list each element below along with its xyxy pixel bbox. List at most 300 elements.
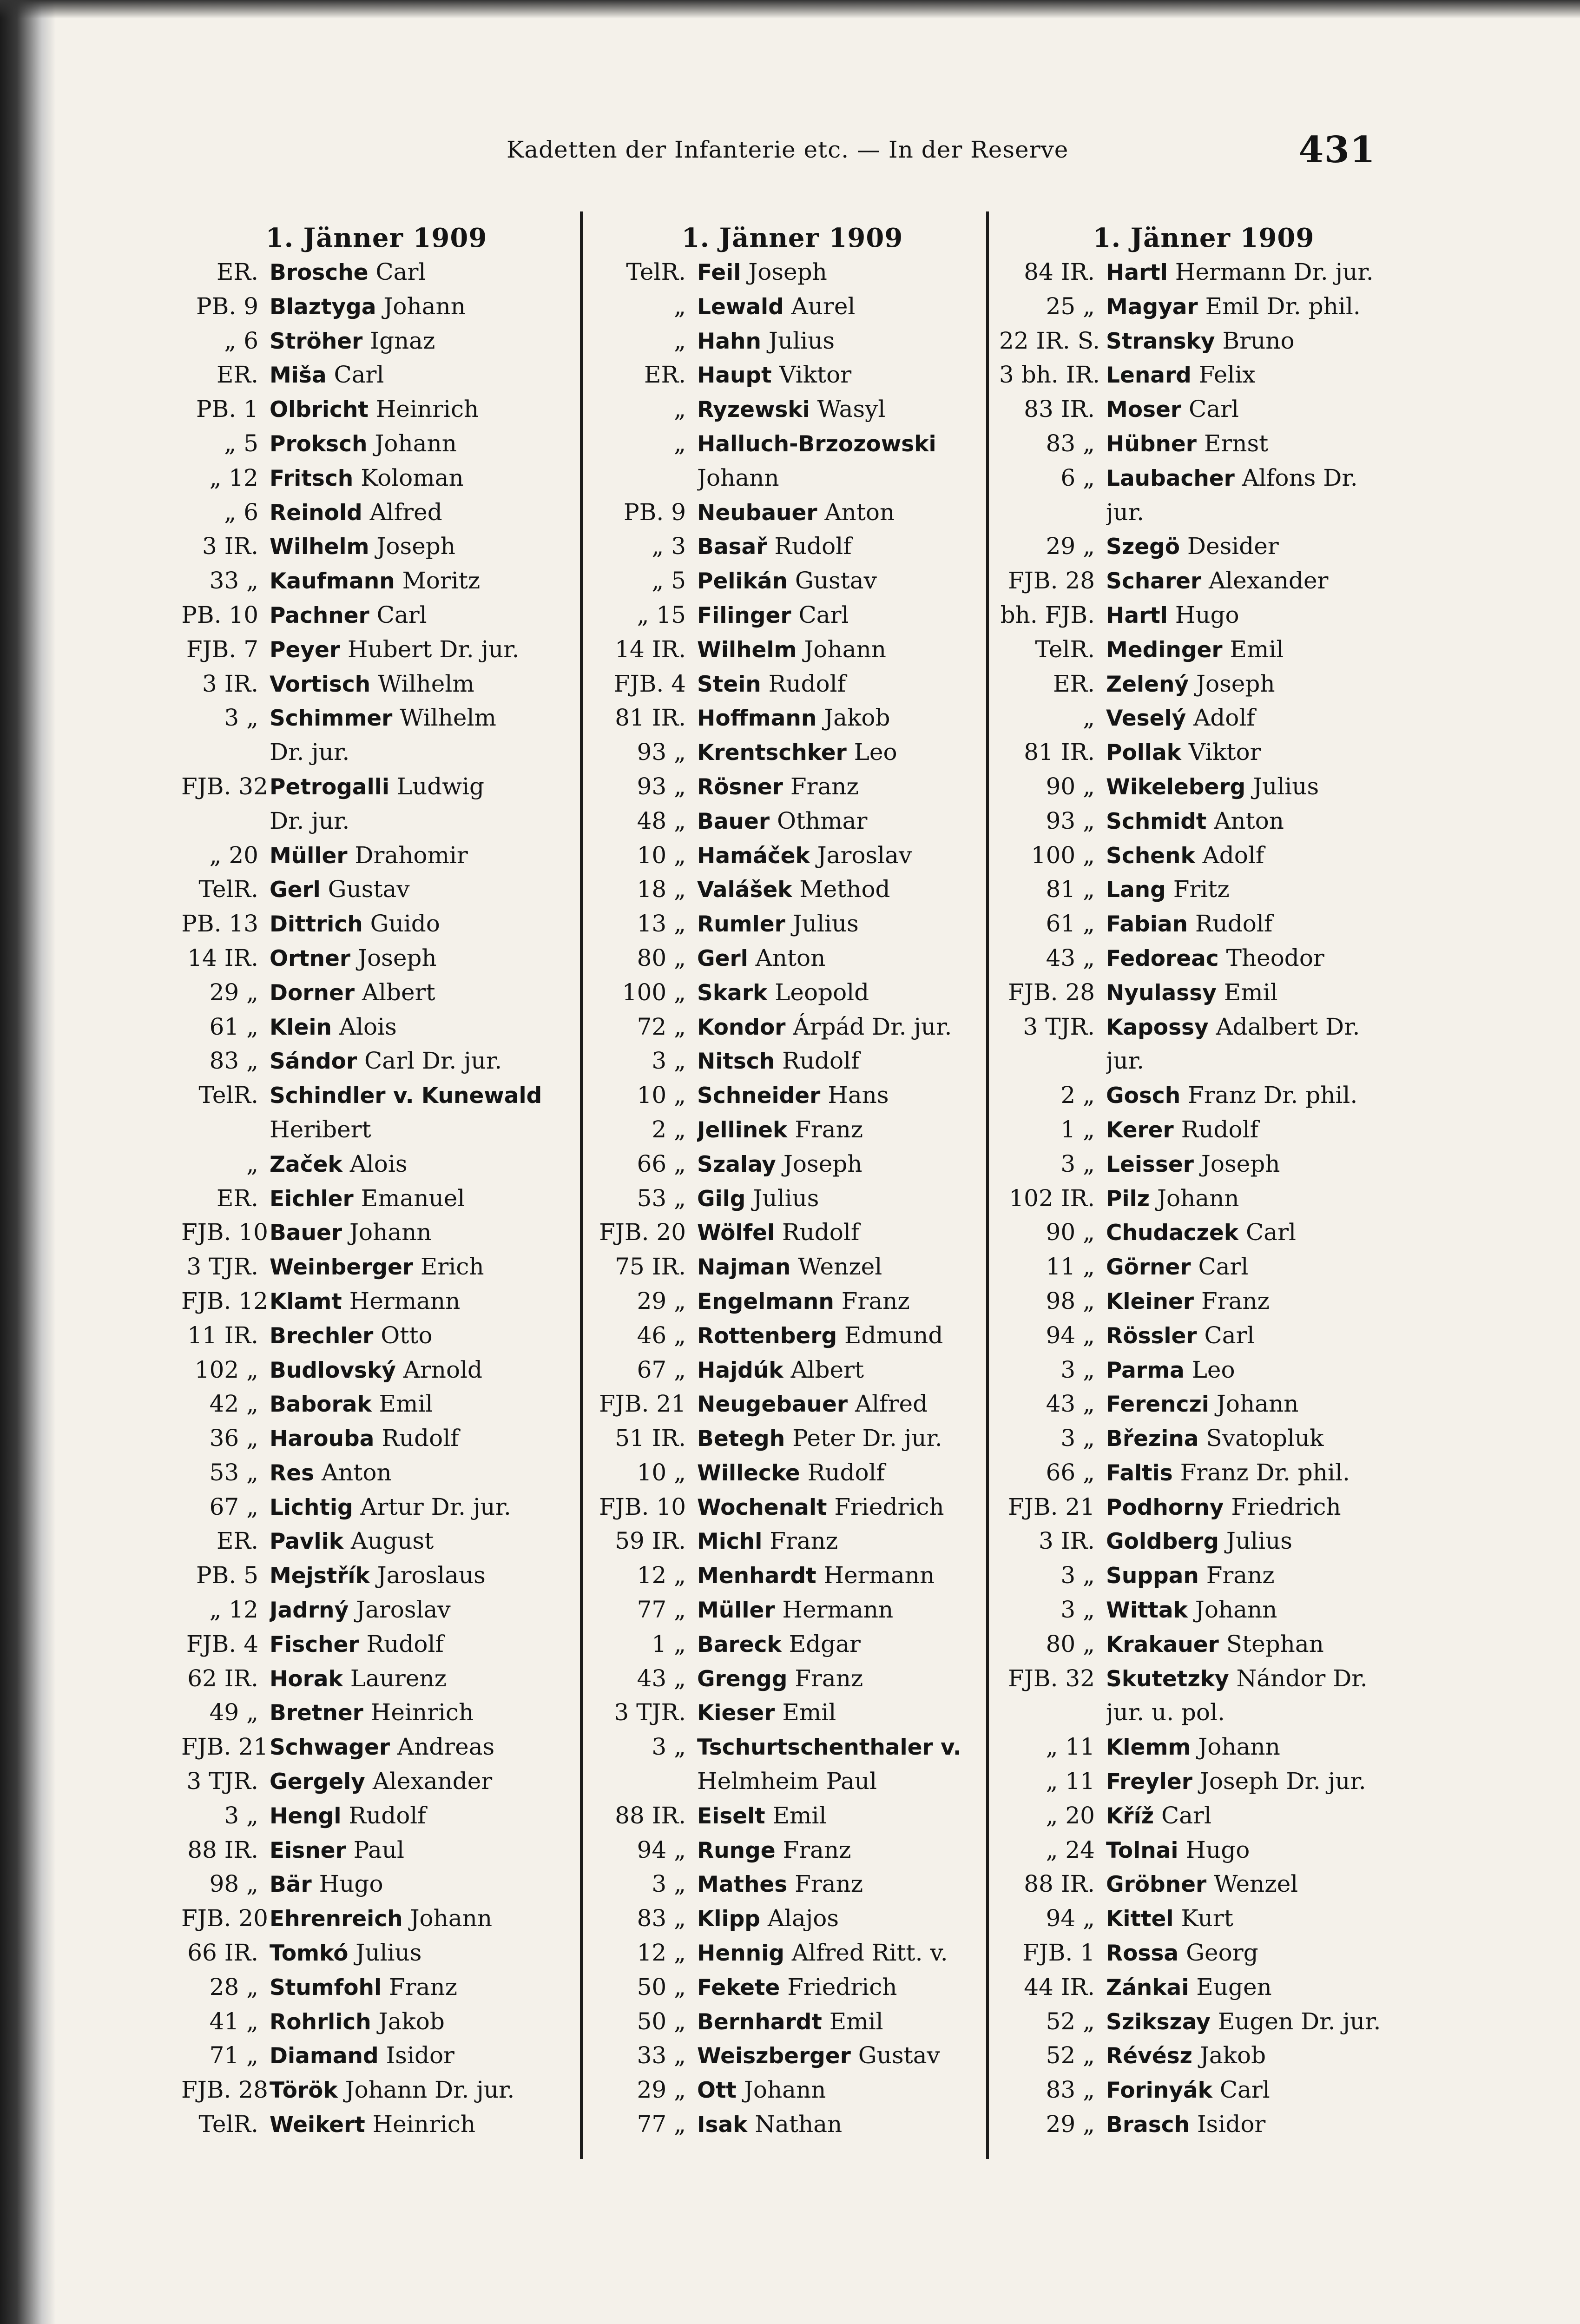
person-name — [697, 255, 994, 290]
person-name — [697, 1558, 994, 1593]
given-name: Othmar — [777, 807, 868, 834]
list-item — [590, 461, 994, 495]
unit-designation: 83 „ — [209, 1047, 258, 1075]
person-name — [1106, 392, 1408, 427]
person-name — [1106, 564, 1408, 598]
given-name: Helmheim Paul — [697, 1768, 877, 1795]
surname: Petrogalli — [270, 774, 389, 800]
surname: Leisser — [1106, 1151, 1194, 1177]
list-item — [181, 1421, 572, 1456]
surname: Tschurtschenthaler v. — [697, 1735, 961, 1761]
surname: Suppan — [1106, 1563, 1199, 1589]
given-name: Hermann — [823, 1562, 935, 1589]
surname: Lichtig — [270, 1494, 353, 1520]
given-name: Isidor — [386, 2042, 454, 2069]
person-name — [270, 2005, 572, 2039]
surname: Ferenczi — [1106, 1392, 1209, 1418]
surname: Scharer — [1106, 568, 1202, 594]
surname: Gerl — [270, 877, 321, 903]
list-item — [999, 1010, 1408, 1044]
given-name: Emanuel — [361, 1184, 465, 1212]
list-item — [999, 1421, 1408, 1456]
unit-designation: „ — [674, 429, 686, 457]
list-item — [590, 2073, 994, 2107]
list-item — [181, 1627, 572, 1662]
person-name — [1106, 358, 1408, 392]
given-name: Rudolf — [774, 533, 852, 560]
person-name — [1106, 1147, 1408, 1182]
unit-designation: 14 IR. — [187, 944, 258, 971]
given-name: Andreas — [397, 1733, 495, 1761]
unit-designation: 3 „ — [224, 704, 258, 732]
person-name — [697, 1593, 994, 1627]
person-name — [1106, 1182, 1408, 1216]
given-name: Drahomir — [355, 841, 468, 869]
list-item — [590, 1730, 994, 1764]
person-name — [1106, 495, 1408, 530]
surname: Peyer — [270, 637, 341, 663]
person-name — [697, 2073, 994, 2107]
person-name — [270, 907, 572, 941]
given-name: Stephan — [1226, 1630, 1324, 1657]
list-item — [181, 1010, 572, 1044]
surname: Gröbner — [1106, 1872, 1207, 1898]
given-name: Artur Dr. jur. — [360, 1493, 511, 1520]
list-item — [590, 770, 994, 804]
surname: Nitsch — [697, 1049, 775, 1075]
person-name — [1106, 1833, 1408, 1868]
person-name — [697, 1627, 994, 1662]
list-item — [181, 598, 572, 633]
given-name: Alfred — [855, 1390, 928, 1418]
given-name: Franz — [790, 772, 859, 800]
given-name: Rudolf — [782, 1219, 860, 1246]
surname: Betegh — [697, 1426, 785, 1452]
column-rule — [580, 211, 583, 2159]
person-name — [697, 1319, 994, 1353]
given-name: Ernst — [1204, 429, 1269, 457]
given-name: Friedrich — [834, 1493, 944, 1520]
unit-designation: 3 IR. — [1039, 1527, 1095, 1555]
given-name: Edmund — [844, 1321, 943, 1349]
list-item — [999, 1044, 1408, 1078]
given-name: Alois — [339, 1013, 397, 1040]
person-name — [697, 1867, 994, 1901]
list-item — [999, 804, 1408, 838]
person-name — [1106, 1010, 1408, 1044]
unit-designation: TelR. — [1035, 635, 1095, 663]
surname: Sándor — [270, 1049, 357, 1075]
given-name: Carl Dr. jur. — [364, 1047, 502, 1075]
unit-designation: FJB. 12 — [181, 1287, 268, 1314]
given-name: Felix — [1198, 361, 1256, 389]
surname: Skark — [697, 980, 768, 1006]
person-name — [270, 667, 572, 701]
given-name: Albert — [790, 1356, 864, 1383]
person-name — [697, 907, 994, 941]
surname: Neubauer — [697, 500, 817, 526]
given-name: Friedrich — [1231, 1493, 1341, 1520]
list-item — [181, 564, 572, 598]
given-name: Johann — [804, 635, 886, 663]
list-item — [999, 2039, 1408, 2073]
given-name: Dr. jur. — [270, 739, 350, 766]
list-item — [999, 290, 1408, 324]
surname: Pelikán — [697, 568, 788, 594]
person-name — [270, 1764, 572, 1799]
surname: Wochenalt — [697, 1494, 827, 1520]
given-name: Heinrich — [370, 1699, 474, 1726]
unit-designation — [999, 1044, 1106, 1078]
surname: Skutetzky — [1106, 1666, 1229, 1692]
unit-designation: 100 „ — [1031, 841, 1095, 869]
given-name: Bruno — [1222, 327, 1295, 354]
person-name — [1106, 324, 1408, 358]
list-item — [181, 392, 572, 427]
column-3 — [999, 221, 1408, 2142]
unit-designation: FJB. 4 — [186, 1630, 258, 1657]
surname: Eisner — [270, 1837, 346, 1863]
surname: Isak — [697, 2112, 748, 2138]
given-name: Emil — [772, 1802, 827, 1829]
person-name — [1106, 667, 1408, 701]
list-item — [999, 838, 1408, 873]
list-item — [181, 1319, 572, 1353]
given-name: Arnold — [403, 1356, 483, 1383]
surname: Szalay — [697, 1151, 776, 1177]
given-name: Jakob — [1199, 2042, 1266, 2069]
person-name — [270, 633, 572, 667]
person-name — [270, 941, 572, 976]
person-name — [270, 1113, 572, 1147]
unit-designation: 43 „ — [1046, 1390, 1095, 1418]
unit-designation: 49 „ — [209, 1699, 258, 1726]
unit-designation: 80 „ — [1046, 1630, 1095, 1657]
surname: Fedoreac — [1106, 945, 1219, 971]
list-item — [181, 290, 572, 324]
person-name — [697, 1456, 994, 1490]
given-name: Carl — [375, 258, 426, 285]
person-name — [697, 529, 994, 564]
given-name: Rudolf — [1181, 1116, 1259, 1143]
person-name — [1106, 2073, 1408, 2107]
person-name — [270, 1215, 572, 1250]
list-item — [999, 1764, 1408, 1799]
person-name — [1106, 804, 1408, 838]
given-name: Anton — [824, 498, 895, 526]
person-name — [1106, 1250, 1408, 1284]
person-name — [697, 2107, 994, 2142]
list-item — [590, 2005, 994, 2039]
unit-designation: „ — [246, 1150, 258, 1177]
unit-designation: 3 TJR. — [614, 1699, 686, 1726]
unit-designation: 36 „ — [209, 1425, 258, 1452]
list-item — [999, 2073, 1408, 2107]
list-item — [999, 1182, 1408, 1216]
given-name: August — [350, 1527, 434, 1555]
given-name: Emil — [379, 1390, 433, 1418]
list-item — [181, 1936, 572, 1970]
person-name — [697, 735, 994, 770]
person-name — [270, 735, 572, 770]
surname: Engelmann — [697, 1288, 834, 1314]
unit-designation: 2 „ — [652, 1116, 686, 1143]
person-name — [1106, 1387, 1408, 1421]
unit-designation: TelR. — [198, 2111, 258, 2138]
unit-designation: 71 „ — [209, 2042, 258, 2069]
given-name: Franz — [841, 1287, 910, 1314]
given-name: Carl — [334, 361, 384, 389]
surname: Krentschker — [697, 740, 847, 766]
unit-designation: 81 IR. — [1024, 739, 1095, 766]
given-name: Alfons Dr. — [1242, 464, 1358, 491]
given-name: Emil — [1230, 635, 1284, 663]
given-name: Franz — [388, 1973, 457, 2000]
unit-designation: 83 „ — [1046, 2076, 1095, 2104]
unit-designation: 53 „ — [637, 1184, 686, 1212]
surname: Tomkó — [270, 1941, 349, 1967]
list-item — [590, 1182, 994, 1216]
given-name: Carl — [1204, 1321, 1255, 1349]
surname: Valášek — [697, 877, 792, 903]
unit-designation: ER. — [644, 361, 686, 389]
surname: Kondor — [697, 1014, 786, 1040]
given-name: Laurenz — [350, 1664, 447, 1692]
list-item — [999, 1490, 1408, 1525]
surname: Basař — [697, 534, 767, 560]
person-name — [270, 392, 572, 427]
list-item — [590, 598, 994, 633]
unit-designation: 3 „ — [1060, 1425, 1095, 1452]
unit-designation: 14 IR. — [615, 635, 686, 663]
list-item — [999, 1558, 1408, 1593]
list-item — [999, 529, 1408, 564]
list-item — [590, 804, 994, 838]
person-name — [270, 1799, 572, 1833]
list-item — [590, 701, 994, 735]
given-name: Jakob — [824, 704, 890, 732]
surname: Hoffmann — [697, 706, 817, 732]
unit-designation: 77 „ — [637, 1596, 686, 1624]
given-name: Hubert Dr. jur. — [347, 635, 520, 663]
unit-designation: FJB. 21 — [181, 1733, 268, 1761]
list-item — [181, 1970, 572, 2005]
person-name — [697, 1662, 994, 1696]
unit-designation: 72 „ — [637, 1013, 686, 1040]
unit-designation: 50 „ — [637, 1973, 686, 2000]
surname: Brosche — [270, 260, 369, 285]
surname: Wikeleberg — [1106, 774, 1246, 800]
given-name: Julius — [356, 1939, 422, 1967]
person-name — [270, 1044, 572, 1078]
list-item — [181, 2039, 572, 2073]
person-name — [1106, 290, 1408, 324]
unit-designation: PB. 9 — [196, 292, 258, 320]
surname: Hajdúk — [697, 1357, 783, 1383]
surname: Medinger — [1106, 637, 1223, 663]
person-name — [697, 1010, 994, 1044]
given-name: Johann — [744, 2076, 826, 2104]
unit-designation: 81 IR. — [615, 704, 686, 732]
surname: Fritsch — [270, 465, 354, 491]
given-name: Johann — [697, 464, 779, 491]
list-item — [590, 1250, 994, 1284]
person-name — [1106, 598, 1408, 633]
list-item — [590, 976, 994, 1010]
list-item — [999, 1113, 1408, 1147]
given-name: Paul — [353, 1836, 405, 1863]
surname: Willecke — [697, 1460, 800, 1486]
unit-designation: 18 „ — [637, 876, 686, 903]
given-name: Ignaz — [370, 327, 435, 354]
unit-designation: 80 „ — [637, 944, 686, 971]
surname: Mathes — [697, 1872, 788, 1898]
surname: Schneider — [697, 1083, 821, 1109]
person-name — [1106, 427, 1408, 461]
list-item — [181, 1182, 572, 1216]
given-name: Franz — [1201, 1287, 1270, 1314]
person-name — [270, 1970, 572, 2005]
surname: Schwager — [270, 1735, 390, 1761]
surname: Bauer — [697, 808, 770, 834]
given-name: Emil — [782, 1699, 836, 1726]
person-name — [270, 1558, 572, 1593]
person-name — [270, 461, 572, 495]
given-name: Fritz — [1173, 876, 1230, 903]
given-name: Edgar — [789, 1630, 861, 1657]
person-name — [697, 358, 994, 392]
unit-designation: 90 „ — [1046, 772, 1095, 800]
surname: Michl — [697, 1529, 763, 1555]
given-name: Johann — [410, 1905, 493, 1932]
list-item — [590, 667, 994, 701]
person-name — [270, 2039, 572, 2073]
unit-designation: 93 „ — [1046, 807, 1095, 834]
list-item — [590, 1044, 994, 1078]
surname: Baborak — [270, 1392, 372, 1418]
list-item — [590, 1010, 994, 1044]
given-name: Johann — [1216, 1390, 1299, 1418]
unit-designation: 6 „ — [1060, 464, 1095, 491]
list-item — [590, 1901, 994, 1936]
surname: Harouba — [270, 1426, 375, 1452]
unit-designation: 12 „ — [637, 1939, 686, 1967]
surname: Menhardt — [697, 1563, 816, 1589]
list-item — [181, 495, 572, 530]
list-item — [181, 1901, 572, 1936]
unit-designation: 46 „ — [637, 1321, 686, 1349]
list-item — [181, 1044, 572, 1078]
given-name: Adolf — [1202, 841, 1264, 869]
surname: Bär — [270, 1872, 312, 1898]
unit-designation: 11 IR. — [187, 1321, 258, 1349]
given-name: Rudolf — [1195, 910, 1273, 938]
person-name — [270, 1421, 572, 1456]
person-name — [697, 427, 994, 461]
unit-designation: 29 „ — [1046, 2111, 1095, 2138]
given-name: Rudolf — [366, 1630, 444, 1657]
unit-designation: 33 „ — [637, 2042, 686, 2069]
person-name — [270, 1833, 572, 1868]
surname: Brechler — [270, 1323, 374, 1349]
list-item — [999, 1970, 1408, 2005]
given-name: Franz — [783, 1836, 851, 1863]
person-name — [270, 1387, 572, 1421]
surname: Klamt — [270, 1288, 342, 1314]
unit-designation: 3 „ — [652, 1733, 686, 1761]
list-item — [590, 1799, 994, 1833]
surname: Bretner — [270, 1700, 363, 1726]
list-item — [590, 1284, 994, 1319]
list-item — [590, 1867, 994, 1901]
surname: Weiszberger — [697, 2043, 851, 2069]
unit-designation: „ — [674, 292, 686, 320]
surname: Hamáček — [697, 843, 810, 869]
unit-designation — [999, 495, 1106, 530]
person-name — [1106, 1524, 1408, 1558]
person-name — [270, 255, 572, 290]
person-name — [1106, 633, 1408, 667]
list-item — [999, 1524, 1408, 1558]
unit-designation: „ 20 — [209, 841, 258, 869]
unit-designation: 83 IR. — [1024, 396, 1095, 423]
surname: Začek — [270, 1151, 342, 1177]
list-item — [590, 495, 994, 530]
surname: Reinold — [270, 500, 362, 526]
given-name: Rudolf — [382, 1425, 459, 1452]
list-item — [590, 2039, 994, 2073]
list-item — [181, 1353, 572, 1387]
surname: Pilz — [1106, 1186, 1150, 1212]
surname: Kapossy — [1106, 1014, 1209, 1040]
unit-designation: TelR. — [198, 876, 258, 903]
person-name — [270, 1490, 572, 1525]
surname: Tolnai — [1106, 1837, 1178, 1863]
list-item — [590, 358, 994, 392]
person-name — [1106, 1456, 1408, 1490]
surname: Zelený — [1106, 671, 1189, 697]
surname: Kleiner — [1106, 1288, 1194, 1314]
surname: Hübner — [1106, 431, 1197, 457]
unit-designation: bh. FJB. — [1000, 601, 1095, 628]
person-name — [270, 427, 572, 461]
surname: Szegö — [1106, 534, 1180, 560]
unit-designation: FJB. 1 — [1022, 1939, 1095, 1967]
given-name: Leo — [854, 739, 897, 766]
given-name: Carl — [798, 601, 849, 628]
unit-designation: PB. 9 — [624, 498, 686, 526]
surname: Ott — [697, 2078, 737, 2104]
person-name — [270, 2107, 572, 2142]
unit-designation: 61 „ — [1046, 910, 1095, 938]
unit-designation: FJB. 28 — [1008, 978, 1095, 1006]
person-name — [1106, 1113, 1408, 1147]
unit-designation: FJB. 21 — [599, 1390, 686, 1418]
unit-designation: 3 IR. — [202, 533, 258, 560]
person-name — [270, 1696, 572, 1730]
unit-designation: „ 6 — [224, 327, 258, 354]
list-item — [181, 633, 572, 667]
unit-designation: 98 „ — [209, 1870, 258, 1898]
surname: Jadrný — [270, 1598, 349, 1624]
person-name — [697, 1696, 994, 1730]
given-name: Anton — [1214, 807, 1284, 834]
person-name — [1106, 735, 1408, 770]
person-name — [270, 804, 572, 838]
given-name: Otto — [381, 1321, 433, 1349]
list-item — [181, 941, 572, 976]
list-item — [590, 564, 994, 598]
